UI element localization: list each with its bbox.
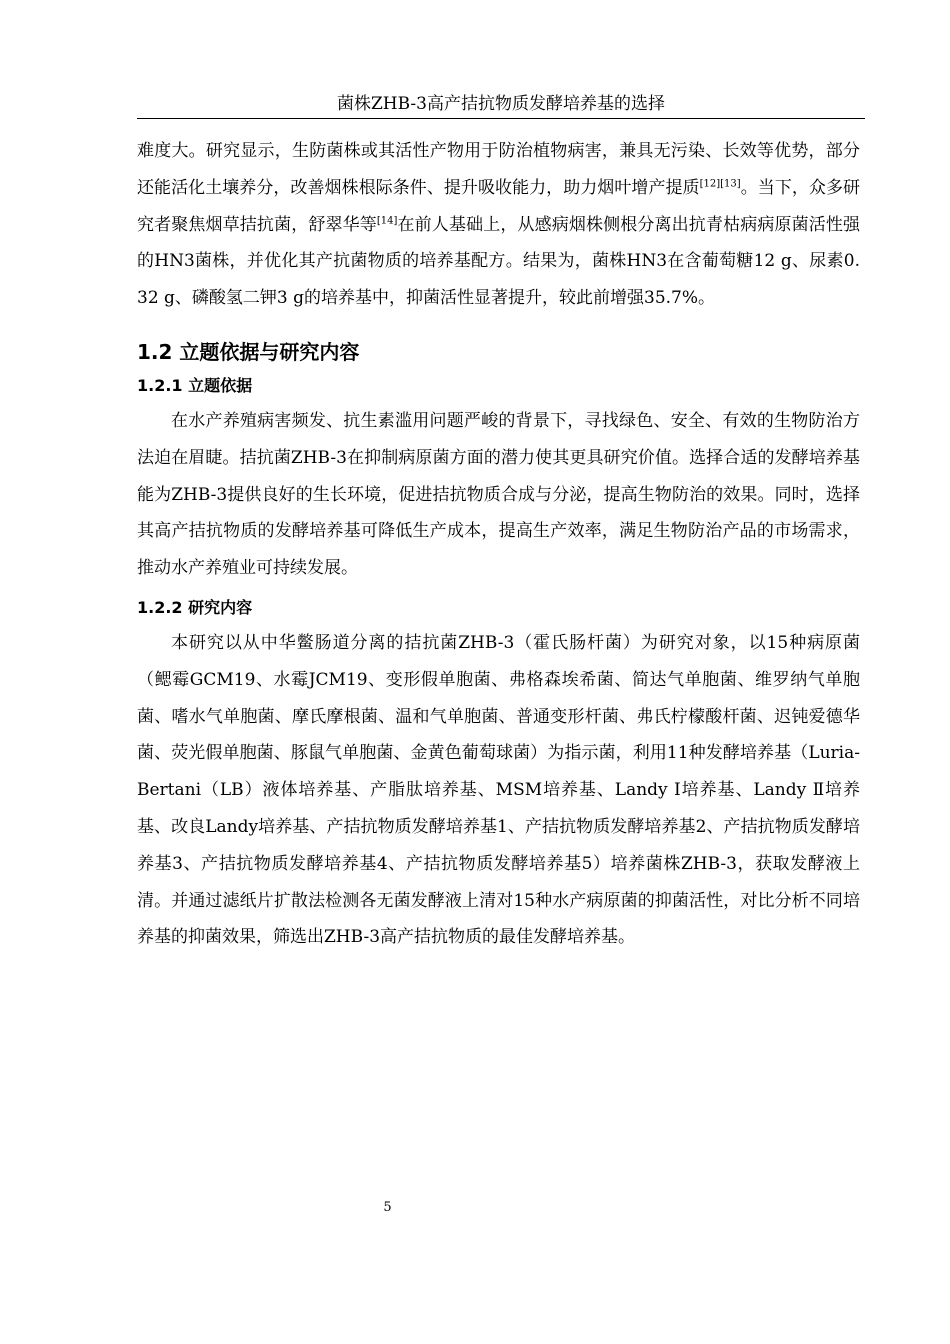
research-content-paragraph: 本研究以从中华鳖肠道分离的拮抗菌ZHB-3（霍氏肠杆菌）为研究对象，以15种病原菌（鳃霉GCM19、水霉JCM19、变形假单胞菌、弗格森埃希菌、简达气单胞菌、维罗纳气单胞菌、嗜水气单胞菌、摩氏摩根菌、温和气单胞菌、普通变形杆菌、弗氏柠檬酸杆菌、迟钝爱德华菌、荧光假单胞菌、豚鼠气单胞菌、金黄色葡萄球菌）为指示菌，利用11种发酵培养基（Luria-Bertani（LB）液体培养基、产脂肽培养基、MSM培养基、Landy I培养基、Landy Ⅱ培养基、改良Landy培养基、产拮抗物质发酵培养基1、产拮抗物质发酵培养基2、产拮抗物质发酵培养基3、产拮抗物质发酵培养基4、产拮抗物质发酵培养基5）培养菌株ZHB-3，获取发酵液上清。并通过滤纸片扩散法检测各无菌发酵液上清对15种水产病原菌的抑菌活性，对比分析不同培养基的抑菌效果，筛选出ZHB-3高产拮抗物质的最佳发酵培养基。 (137, 632, 860, 948)
citation-ref-12-13: [12][13] (699, 178, 741, 190)
page-header (137, 92, 865, 119)
intro-text-part-2: 。当下，众多研究者聚焦烟草拮抗菌，舒翠华等 (137, 177, 861, 235)
header-title: 菌株ZHB-3高产拮抗物质发酵培养基的选择 (336, 94, 665, 114)
rationale-paragraph: 在水产养殖病害频发、抗生素滥用问题严峻的背景下，寻找绿色、安全、有效的生物防治方法迫在眉睫。拮抗菌ZHB-3在抑制病原菌方面的潜力使其更具研究价值。选择合适的发酵培养基能为ZHB-3提供良好的生长环境，促进拮抗物质合成与分泌，提高生物防治的效果。同时，选择其高产拮抗物质的发酵培养基可降低生产成本，提高生产效率，满足生物防治产品的市场需求，推动水产养殖业可持续发展。 (137, 410, 860, 579)
citation-ref-14: [14] (376, 214, 398, 226)
section-heading-1-2: 1.2 立题依据与研究内容 (137, 339, 360, 364)
intro-text-part-3: 在前人基础上，从感病烟株侧根分离出抗青枯病病原菌活性强的HN3菌株，并优化其产抗菌物质的培养基配方。结果为，菌株HN3在含葡萄糖12 g、尿素0.32 g、磷酸氢二钾3 g的培养基中，抑菌活性显著提升，较此前增强35.7%。 (137, 214, 861, 309)
page-number: 5 (383, 1200, 392, 1215)
document-body (137, 133, 860, 956)
intro-paragraph (137, 133, 860, 317)
section-heading-1-2-2: 1.2.2 研究内容 (137, 597, 253, 617)
section-heading-1-2-1: 1.2.1 立题依据 (137, 375, 253, 395)
intro-text-part-1: 难度大。研究显示，生防菌株或其活性产物用于防治植物病害，兼具无污染、长效等优势，部分还能活化土壤养分，改善烟株根际条件、提升吸收能力，助力烟叶增产提质 (137, 141, 860, 198)
